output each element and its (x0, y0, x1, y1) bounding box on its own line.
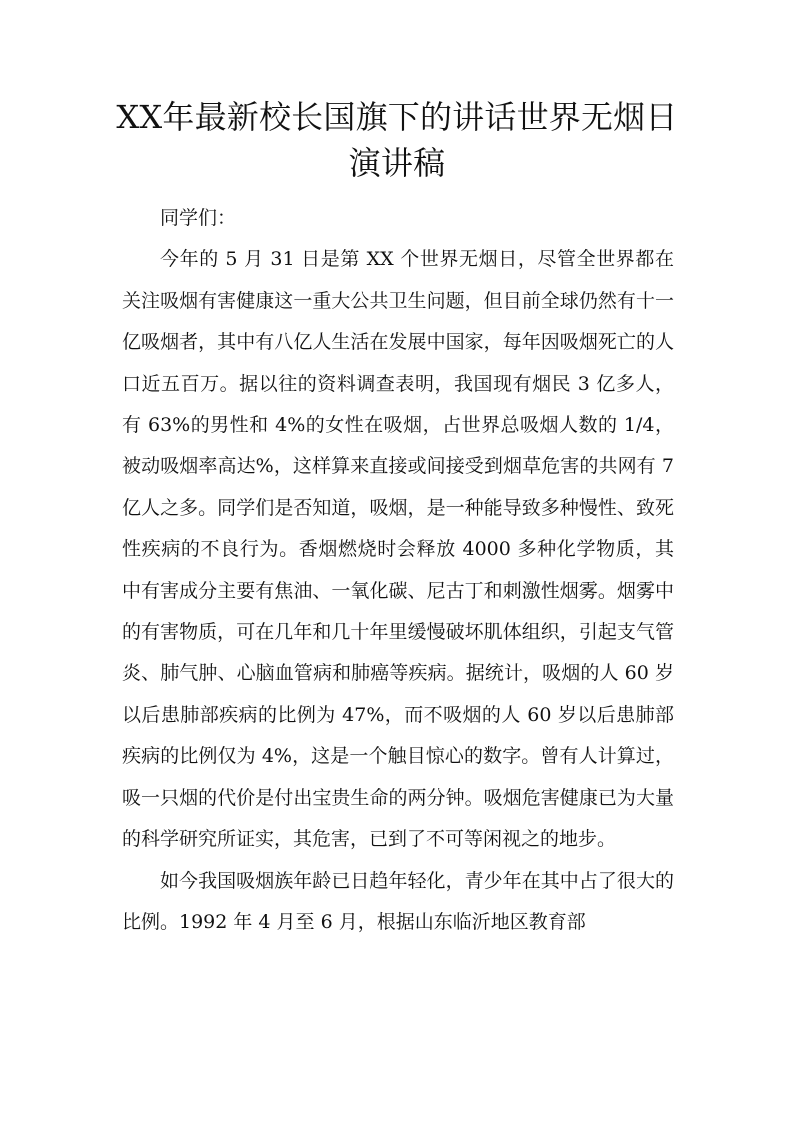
document-title (100, 94, 694, 186)
salutation: 同学们： (160, 207, 237, 229)
body-paragraph-2: 如今我国吸烟族年龄已日趋年轻化，青少年在其中占了很大的比例。1992 年 4 月至 6 月，根据山东临沂地区教育部 (122, 869, 674, 933)
document-title-line-2: 演讲稿 (348, 144, 446, 182)
document-title-line-1: XX年最新校长国旗下的讲话世界无烟日 (116, 98, 678, 136)
document-body (122, 198, 674, 943)
body-paragraph-1: 今年的 5 月 31 日是第 XX 个世界无烟日，尽管全世界都在关注吸烟有害健康这一重大公共卫生问题，但目前全球仍然有十一亿吸烟者，其中有八亿人生活在发展中国家，每年因吸烟死亡的人口近五百万。据以往的资料调查表明，我国现有烟民 3 亿多人，有 63%的男性和 4%的女性在吸烟，占世界总吸烟人数的 1/4，被动吸烟率高达%，这样算来直接或间接受到烟草危害的共网有 7 亿人之多。同学们是否知道，吸烟，是一种能导致多种慢性、致死性疾病的不良行为。香烟燃烧时会释放 4000 多种化学物质，其中有害成分主要有焦油、一氧化碳、尼古丁和刺激性烟雾。烟雾中的有害物质，可在几年和几十年里缓慢破坏肌体组织，引起支气管炎、肺气肿、心脑血管病和肺癌等疾病。据统计，吸烟的人 60 岁以后患肺部疾病的比例为 47%，而不吸烟的人 60 岁以后患肺部疾病的比例仅为 4%，这是一个触目惊心的数字。曾有人计算过，吸一只烟的代价是付出宝贵生命的两分钟。吸烟危害健康已为大量的科学研究所证实，其危害，已到了不可等闲视之的地步。 (122, 248, 674, 851)
